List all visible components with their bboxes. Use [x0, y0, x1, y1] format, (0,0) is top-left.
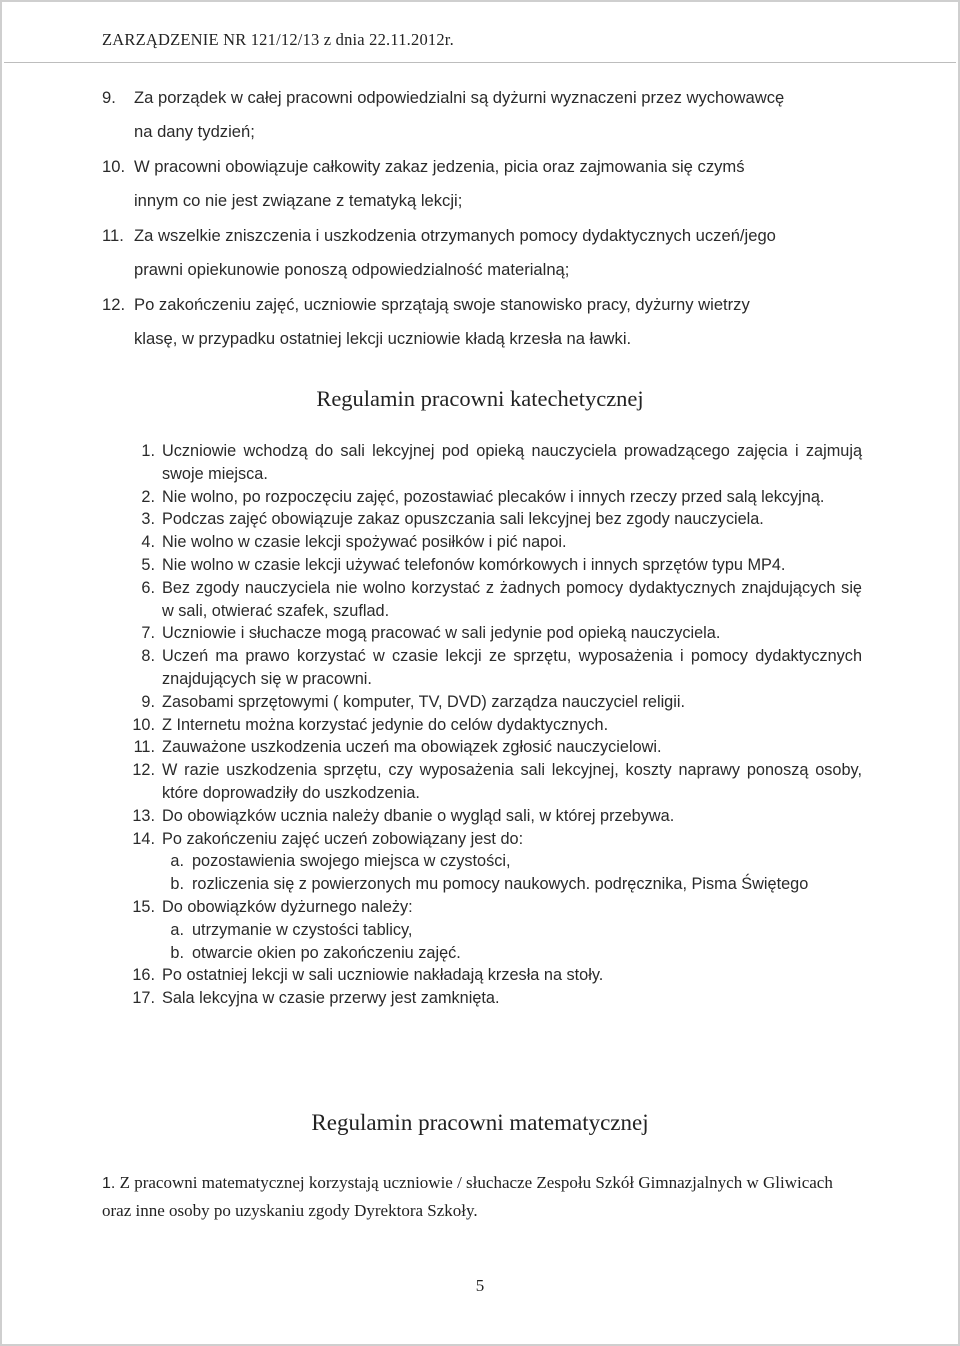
- list-item-number: 9.: [102, 88, 116, 107]
- rules-paragraph-matematyczna: [102, 1169, 862, 1224]
- list-item: [102, 440, 862, 486]
- section-title-matematyczna: Regulamin pracowni matematycznej: [311, 1110, 649, 1135]
- list-item-text: [134, 288, 750, 356]
- list-item-number: 6.: [141, 578, 155, 597]
- list-item: [102, 714, 862, 737]
- list-item-text: Podczas zajęć obowiązuje zakaz opuszczania sali lekcyjnej bez zgody nauczyciela.: [162, 510, 764, 529]
- list-item-number: 15.: [132, 897, 155, 916]
- list-item-number: 4.: [141, 533, 155, 552]
- list-item: [102, 987, 862, 1010]
- paragraph-text: Z pracowni matematycznej korzystają uczniowie / słuchacze Zespołu Szkół Gimnazjalnych w Gliwicach oraz inne osoby po uzyskaniu zgody Dyrektora Szkoły.: [102, 1173, 833, 1220]
- list-item-number: 2.: [141, 487, 155, 506]
- rules-list-katechetyczna: [102, 440, 862, 1010]
- list-item-number: 16.: [132, 966, 155, 985]
- list-item: [102, 554, 862, 577]
- list-item-text: Uczniowie wchodzą do sali lekcyjnej pod opieką nauczyciela prowadzącego zajęcia i zajmują swoje miejsca.: [162, 442, 862, 483]
- header-divider: [4, 62, 956, 63]
- list-item-number: 7.: [141, 624, 155, 643]
- list-item-text: Uczeń ma prawo korzystać w czasie lekcji ze sprzętu, wyposażenia i pomocy dydaktycznych znajdujących się w pracowni.: [162, 647, 862, 688]
- list-item-text: Nie wolno, po rozpoczęciu zajęć, pozostawiać plecaków i innych rzeczy przed salą lekcyjną.: [162, 487, 825, 506]
- list-item: [102, 486, 862, 509]
- list-item: [102, 805, 862, 828]
- sub-list-item: [102, 873, 862, 896]
- document-header: ZARZĄDZENIE NR 121/12/13 z dnia 22.11.2012r.: [102, 30, 454, 49]
- list-item-number: 12.: [102, 295, 126, 314]
- list-item-text: Po ostatniej lekcji w sali uczniowie nakładają krzesła na stoły.: [162, 966, 604, 985]
- list-item-line: Za porządek w całej pracowni odpowiedzialni są dyżurni wyznaczeni przez wychowawcę: [134, 88, 785, 107]
- list-item-number: 14.: [132, 829, 155, 848]
- list-item-line: prawni opiekunowie ponoszą odpowiedzialność materialną;: [134, 260, 570, 279]
- list-item-number: 10.: [132, 715, 155, 734]
- sub-list-item-text: utrzymanie w czystości tablicy,: [192, 920, 413, 939]
- list-item-text: Nie wolno w czasie lekcji używać telefonów komórkowych i innych sprzętów typu MP4.: [162, 555, 786, 574]
- sub-list-item: [102, 942, 862, 965]
- list-item-number: 9.: [141, 692, 155, 711]
- list-item-text: Po zakończeniu zajęć uczeń zobowiązany jest do:: [162, 829, 524, 848]
- list-item: [102, 508, 862, 531]
- list-item-text: Zasobami sprzętowymi ( komputer, TV, DVD) zarządza nauczyciel religii.: [162, 692, 685, 711]
- sub-list-item-letter: b.: [170, 943, 184, 962]
- list-item-text: Do obowiązków ucznia należy dbanie o wygląd sali, w której przebywa.: [162, 806, 675, 825]
- sub-list-item-text: otwarcie okien po zakończeniu zajęć.: [192, 943, 461, 962]
- list-item-number: 10.: [102, 157, 126, 176]
- list-item: [102, 577, 862, 623]
- sub-list-item: [102, 850, 862, 873]
- list-item: [102, 88, 862, 149]
- rules-list-continued: [102, 88, 862, 364]
- list-item-line: W pracowni obowiązuje całkowity zakaz jedzenia, picia oraz zajmowania się czymś: [134, 157, 745, 176]
- list-item-number: 17.: [132, 989, 155, 1008]
- list-item-number: 8.: [141, 647, 155, 666]
- list-item-text: Z Internetu można korzystać jedynie do celów dydaktycznych.: [162, 715, 609, 734]
- list-item-text: Sala lekcyjna w czasie przerwy jest zamknięta.: [162, 989, 500, 1008]
- sub-list-item-text: pozostawienia swojego miejsca w czystości,: [192, 852, 511, 871]
- list-item-text: [134, 219, 776, 287]
- list-item-text: Do obowiązków dyżurnego należy:: [162, 897, 413, 916]
- list-item-number: 5.: [141, 555, 155, 574]
- list-item-line: Po zakończeniu zajęć, uczniowie sprzątają swoje stanowisko pracy, dyżurny wietrzy: [134, 295, 750, 314]
- sub-list-item-letter: a.: [170, 852, 184, 871]
- list-item: [102, 295, 862, 356]
- page-number: 5: [475, 1276, 485, 1295]
- list-item-text: W razie uszkodzenia sprzętu, czy wyposażenia sali lekcyjnej, koszty naprawy ponoszą osoby, które doprowadziły do uszkodzenia.: [162, 761, 862, 802]
- list-item: [102, 691, 862, 714]
- list-item-line: Za wszelkie zniszczenia i uszkodzenia otrzymanych pomocy dydaktycznych uczeń/jego: [134, 226, 776, 245]
- list-item: [102, 759, 862, 805]
- list-item-text: [134, 81, 784, 149]
- list-item-text: Uczniowie i słuchacze mogą pracować w sali jedynie pod opieką nauczyciela.: [162, 624, 721, 643]
- list-item-number: 1.: [141, 442, 155, 460]
- list-item: [102, 226, 862, 287]
- sub-list-item: [102, 919, 862, 942]
- list-item: [102, 964, 862, 987]
- list-item: [102, 157, 862, 218]
- list-item-text: Bez zgody nauczyciela nie wolno korzystać z żadnych pomocy dydaktycznych znajdujących się w sali, otwierać szafek, szuflad.: [162, 578, 862, 620]
- paragraph-number: 1.: [102, 1175, 116, 1192]
- list-item-number: 3.: [141, 510, 155, 529]
- list-item-number: 13.: [132, 806, 155, 825]
- list-item-number: 11.: [133, 738, 155, 757]
- list-item: [102, 622, 862, 645]
- list-item-number: 11.: [102, 226, 124, 245]
- sub-list-item-letter: a.: [170, 920, 184, 939]
- list-item-text: [134, 150, 745, 218]
- sub-list-item-text: rozliczenia się z powierzonych mu pomocy naukowych. podręcznika, Pisma Świętego: [192, 875, 809, 894]
- section-title-katechetyczna: Regulamin pracowni katechetycznej: [316, 386, 644, 411]
- list-item: [102, 645, 862, 691]
- list-item-text: Nie wolno w czasie lekcji spożywać posiłków i pić napoi.: [162, 533, 567, 552]
- list-item-line: na dany tydzień;: [134, 122, 255, 141]
- list-item: [102, 828, 862, 851]
- sub-list-item-letter: b.: [170, 875, 184, 894]
- list-item-line: klasę, w przypadku ostatniej lekcji uczniowie kładą krzesła na ławki.: [134, 329, 632, 348]
- list-item: [102, 896, 862, 919]
- list-item: [102, 531, 862, 554]
- list-item-number: 12.: [132, 761, 155, 780]
- list-item: [102, 736, 862, 759]
- list-item-text: Zauważone uszkodzenia uczeń ma obowiązek zgłosić nauczycielowi.: [162, 738, 662, 757]
- list-item-line: innym co nie jest związane z tematyką lekcji;: [134, 191, 463, 210]
